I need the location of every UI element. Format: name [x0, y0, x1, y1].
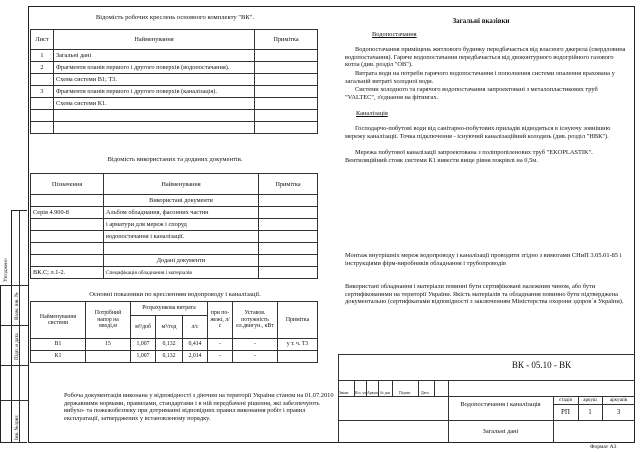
table-row-note [278, 351, 318, 363]
table-row-ls: 0,414 [183, 339, 208, 351]
drawings-list-table [30, 29, 318, 134]
header-ls: л/с [183, 316, 208, 339]
table-row-name: Специфікація обладнання і матеріалів [104, 267, 259, 279]
drawings-list-title: Відомість робочих креслень основного комплекту "ВК". [95, 14, 255, 21]
sign-date-label: Підп. и дата [14, 333, 20, 360]
header-sheet: Лист [31, 30, 54, 50]
indicators-title: Основні показники по кресленням водопроводу і каналізації. [89, 291, 261, 298]
documents-list-title: Відомість використаних та доданих документів. [107, 156, 243, 163]
sheets-value: 3 [616, 408, 621, 416]
table-row-name: Схема системи В1; Т3. [54, 74, 255, 86]
table-row-head [86, 351, 131, 363]
table-row-power: - [233, 351, 278, 363]
stamp-col-signature: Підпис [399, 391, 411, 395]
installation-note: Монтаж внутрішніх мереж водопроводу і каналізації проводити згідно з вимогами СНиП 3.05.01-85 і інструкціями фірм-виробників обладнання і трубопроводів [345, 252, 622, 267]
table-row-ref: Серія 4.900-8 [31, 207, 104, 219]
sheet-value: 1 [588, 408, 592, 416]
stamp-col-changes: Зміни [339, 391, 349, 395]
table-row-sheet: 3 [31, 86, 54, 98]
stamp-col-date: Дата [421, 391, 429, 395]
sheet-label: аркуш [583, 398, 597, 403]
sewer-paragraph: Господарчо-побутові води від санітарно-побутових приладів відводяться в існуючу зовнішню мережу каналізації. Точка підключення - існуючий каналізаційний колодязь (див. розділ "НВК"). [345, 125, 611, 140]
format-label: Формат А3 [590, 444, 617, 450]
project-title: Водопостачання і каналізація [460, 401, 541, 408]
header-name: Найменування [54, 30, 255, 50]
certification-text: Робоча документація виконана у відповідності з діючим на території України станом на 01.07.2010 державними нормами, правилами, стандартами і в ній передбачені рішення, які забезпечують вибухо- та пожежобезпеку при дотриманні відповідних правил виконання робіт і правил експлуатації, затверджених у встановленому порядку. [64, 392, 334, 422]
table-row-sheet: 2 [31, 62, 54, 74]
table-row-m3h: 0,132 [156, 339, 183, 351]
table-row-system: К1 [31, 351, 86, 363]
inventory-strip [0, 285, 11, 443]
table-row-ref [31, 219, 104, 231]
table-row-ls: 2,014 [183, 351, 208, 363]
header-m3d: м³/доб [131, 316, 156, 339]
table-row-name: і арматури для мереж і споруд [104, 219, 259, 231]
header-m3h: м³/год [156, 316, 183, 339]
sheets-label: аркушів [609, 398, 628, 403]
water-paragraph: Витрата води на потреби гарячого водопостачання і пополнення системи опалення врахована у загальній витраті холодної води. [345, 70, 615, 85]
table-row-system: В1 [31, 339, 86, 351]
water-paragraph: Системи холодного та гарячого водопостачання запроектовані з металопластикових труб "VALTEC", з'єднання на фітингах. [345, 86, 598, 101]
table-row-m3d: 1,007 [131, 339, 156, 351]
stamp-col-sheet: Аркуш [367, 391, 379, 395]
table-row-name: Додані документи [104, 255, 259, 267]
header-note: Примітка [255, 30, 318, 50]
table-row-power: - [233, 339, 278, 351]
header-flow: Розрахункова витрата [131, 302, 208, 316]
header-note: Примітка [278, 302, 318, 339]
table-row-note: у т. ч. Т3 [278, 339, 318, 351]
inv-dup-label: Взам. інв. № [14, 292, 20, 320]
table-row-name: Схема системи К1. [54, 98, 255, 110]
table-row-sheet [31, 98, 54, 110]
header-ref: Пізначення [31, 174, 104, 195]
header-power: Уставов. потужність ел.двигун., кВт [233, 302, 278, 339]
header-head: Потрібний напор на вводі,м [86, 302, 131, 339]
table-row-sheet [31, 74, 54, 86]
table-row-m3h: 0,132 [156, 351, 183, 363]
table-row-m3d: 1,007 [131, 351, 156, 363]
sheet-title: Загальні дані [482, 428, 519, 435]
table-row-ref: ВК.С; л.1-2. [31, 267, 104, 279]
table-row-name: Фрагменти планів першого і другого поверхів (водопостачання). [54, 62, 255, 74]
stage-value: РП [561, 408, 570, 416]
header-name: Найменування [104, 174, 259, 195]
water-heading: Водопостачання [372, 31, 417, 38]
table-row-name: Фрагменти планів першого і другого поверхів (каналізація). [54, 86, 255, 98]
stage-label: стадія [559, 398, 572, 403]
table-row-name: водопостачання і каналізації. [104, 231, 259, 243]
table-row-sheet: 1 [31, 50, 54, 62]
agreed-label: Узгоджено [3, 258, 9, 282]
table-row-ref [31, 231, 104, 243]
table-row-ref [31, 195, 104, 207]
documents-list-table [30, 173, 318, 279]
table-row-fire: - [208, 339, 233, 351]
stamp-col-count: Кіл. уч [355, 391, 367, 395]
header-fire: при по-жежі, л/с [208, 302, 233, 339]
table-row-name: Використані документи [104, 195, 259, 207]
inv-orig-label: Інв. №ориг. [14, 414, 20, 440]
materials-note: Використані обладнання і матеріали повинні бути сертифіковані належним чином, або бути сертифікованими на території України. Якість матеріалів та обладнання повинно бути підтверджена документально (сертифікатами відповідності з заключенням Міністерства охорони здоров´я України). [345, 283, 624, 306]
notes-title: Загальні вказівки [452, 17, 510, 25]
stamp-col-doc: № док [380, 391, 391, 395]
table-row-head: 15 [86, 339, 131, 351]
table-row-ref [31, 255, 104, 267]
document-code: ВК - 05.10 - ВК [511, 360, 572, 370]
sewer-heading: Каналізація [356, 110, 388, 117]
header-note: Примітка [259, 174, 318, 195]
table-row-fire: - [208, 351, 233, 363]
sewer-paragraph: Мережа побутової каналізації запроектована з поліпропіленових труб "EKOPLASTIK". Вентиляційний стояк системи К1 вивести вище рівня покрівлі на 0,5м. [345, 149, 593, 164]
table-row-name: Альбом обладнання, фасонних частин [104, 207, 259, 219]
water-paragraph: Водопостачання приміщень житлового будинку передбачається від власного джерела (свердловина водопостачання). Гаряче водопостачання передбачається від двоконтурного водогрійного газового котла (див. розділ "ОВ"). [345, 46, 626, 69]
table-row-name: Загальні дані [54, 50, 255, 62]
header-system: Найменування системи [31, 302, 86, 339]
indicators-table [30, 301, 318, 363]
